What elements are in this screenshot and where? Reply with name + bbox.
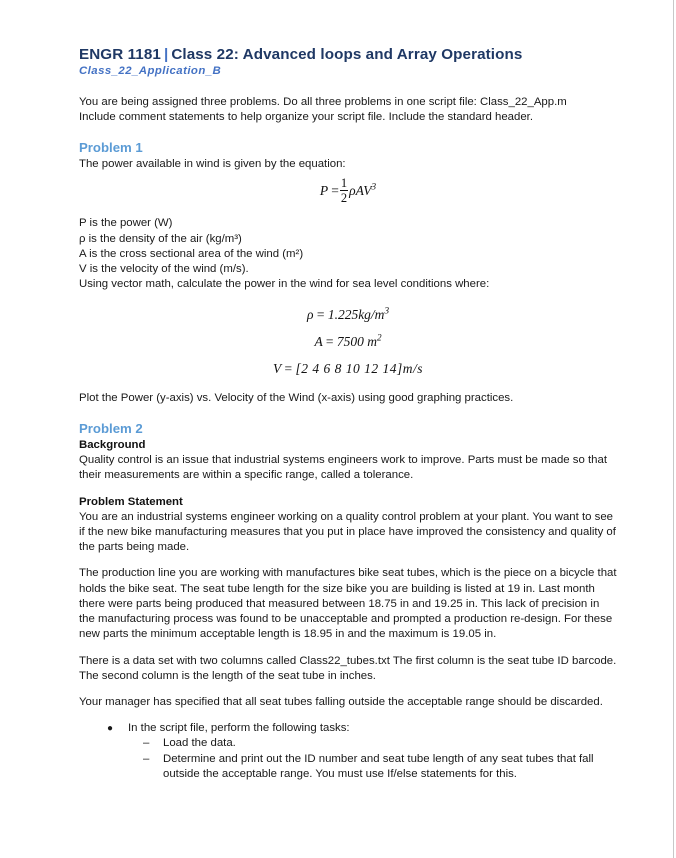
area-value: 7500 m bbox=[336, 333, 377, 349]
production-line-text: The production line you are working with manufactures bike seat tubes, which is the piece on a bicycle that holds the bike seat. The seat tube length for the size bike you are building is listed at 19 in. Last month there were parts being produced that measured between 18.75 in and 19.25 in. This lack of precision in the manufacturing process was found to be unacceptable and prompted a production re-design. For these new parts the minimum acceptable length is 18.95 in and the maximum is 19.05 in. bbox=[79, 567, 617, 641]
area-equals: = bbox=[325, 333, 334, 349]
list-item bbox=[79, 736, 617, 751]
fraction-denominator: 2 bbox=[340, 191, 348, 206]
velocity-value: [2 4 6 8 10 12 14]m/s bbox=[295, 360, 423, 376]
definition-P: P is the power (W) bbox=[79, 217, 173, 230]
definition-A: A is the cross sectional area of the wind (m²) bbox=[79, 247, 304, 260]
list-item bbox=[79, 752, 617, 782]
power-equation bbox=[79, 176, 617, 206]
problem-1-intro: The power available in wind is given by the equation: bbox=[79, 158, 346, 171]
dash-icon: – bbox=[143, 752, 150, 765]
density-equals: = bbox=[316, 307, 325, 323]
course-code: ENGR 1181 bbox=[79, 46, 161, 63]
intro-line-1: You are being assigned three problems. Do all three problems in one script file: Class_22_App.m bbox=[79, 96, 567, 108]
fraction-numerator: 1 bbox=[340, 176, 348, 191]
density-value: 1.225kg/m bbox=[327, 307, 385, 323]
vector-math-instruction: Using vector math, calculate the power in the wind for sea level conditions where: bbox=[79, 278, 490, 291]
background-heading: Background bbox=[79, 439, 146, 452]
task-item-load-data: Load the data. bbox=[163, 737, 236, 750]
document-subtitle: Class_22_Application_B bbox=[79, 65, 222, 77]
page-right-edge-rule bbox=[673, 0, 674, 858]
plot-instruction: Plot the Power (y-axis) vs. Velocity of the Wind (x-axis) using good graphing practices. bbox=[79, 392, 514, 405]
document-title bbox=[79, 45, 617, 64]
definition-rho: ρ is the density of the air (kg/m³) bbox=[79, 232, 242, 245]
problem-2-heading: Problem 2 bbox=[79, 421, 143, 437]
equation-exponent: 3 bbox=[371, 182, 377, 193]
velocity-equals: = bbox=[284, 360, 293, 376]
dataset-text: There is a data set with two columns called Class22_tubes.txt The first column is the seat tube ID barcode. The second column is the length of the seat tube in inches. bbox=[79, 654, 617, 682]
equation-lhs: P bbox=[319, 183, 328, 199]
intro-line-2: Include comment statements to help organize your script file. Include the standard header. bbox=[79, 111, 533, 124]
velocity-equation bbox=[79, 361, 617, 377]
manager-specification-text: Your manager has specified that all seat tubes falling outside the acceptable range should be discarded. bbox=[79, 695, 603, 708]
variable-definitions bbox=[79, 216, 617, 292]
velocity-symbol: V bbox=[273, 360, 282, 376]
one-half-fraction bbox=[340, 178, 348, 204]
background-text: Quality control is an issue that industrial systems engineers work to improve. Parts must be made so that their measurements are within a specific range, called a tolerance. bbox=[79, 454, 607, 482]
title-separator: | bbox=[163, 46, 169, 63]
tasks-list bbox=[79, 721, 617, 736]
area-symbol: A bbox=[314, 333, 323, 349]
area-equation bbox=[79, 334, 617, 350]
problem-statement-heading: Problem Statement bbox=[79, 495, 183, 508]
density-equation bbox=[79, 307, 617, 323]
list-item bbox=[79, 721, 617, 736]
assignment-intro bbox=[79, 95, 617, 125]
problem-1-heading: Problem 1 bbox=[79, 140, 143, 156]
dash-icon: – bbox=[143, 737, 150, 750]
task-sub-list bbox=[79, 736, 617, 782]
tasks-bullet-label: In the script file, perform the following tasks: bbox=[128, 722, 350, 735]
definition-V: V is the velocity of the wind (m/s). bbox=[79, 263, 249, 276]
task-item-determine-print: Determine and print out the ID number and seat tube length of any seat tubes that fall outside the acceptable range. You must use If/else statements for this. bbox=[163, 752, 594, 780]
equation-rhs: ρAV bbox=[349, 183, 372, 199]
bullet-icon: ● bbox=[107, 722, 114, 734]
density-symbol: ρ bbox=[306, 307, 314, 323]
density-exponent: 3 bbox=[384, 305, 390, 316]
equation-equals: = bbox=[331, 183, 339, 199]
class-title: Class 22: Advanced loops and Array Operations bbox=[171, 46, 523, 63]
problem-statement-text: You are an industrial systems engineer working on a quality control problem at your plant. You want to see if the new bike manufacturing measures that you put in place have improved the consistency and quality of the parts being made. bbox=[79, 510, 616, 554]
area-exponent: 2 bbox=[376, 332, 382, 343]
